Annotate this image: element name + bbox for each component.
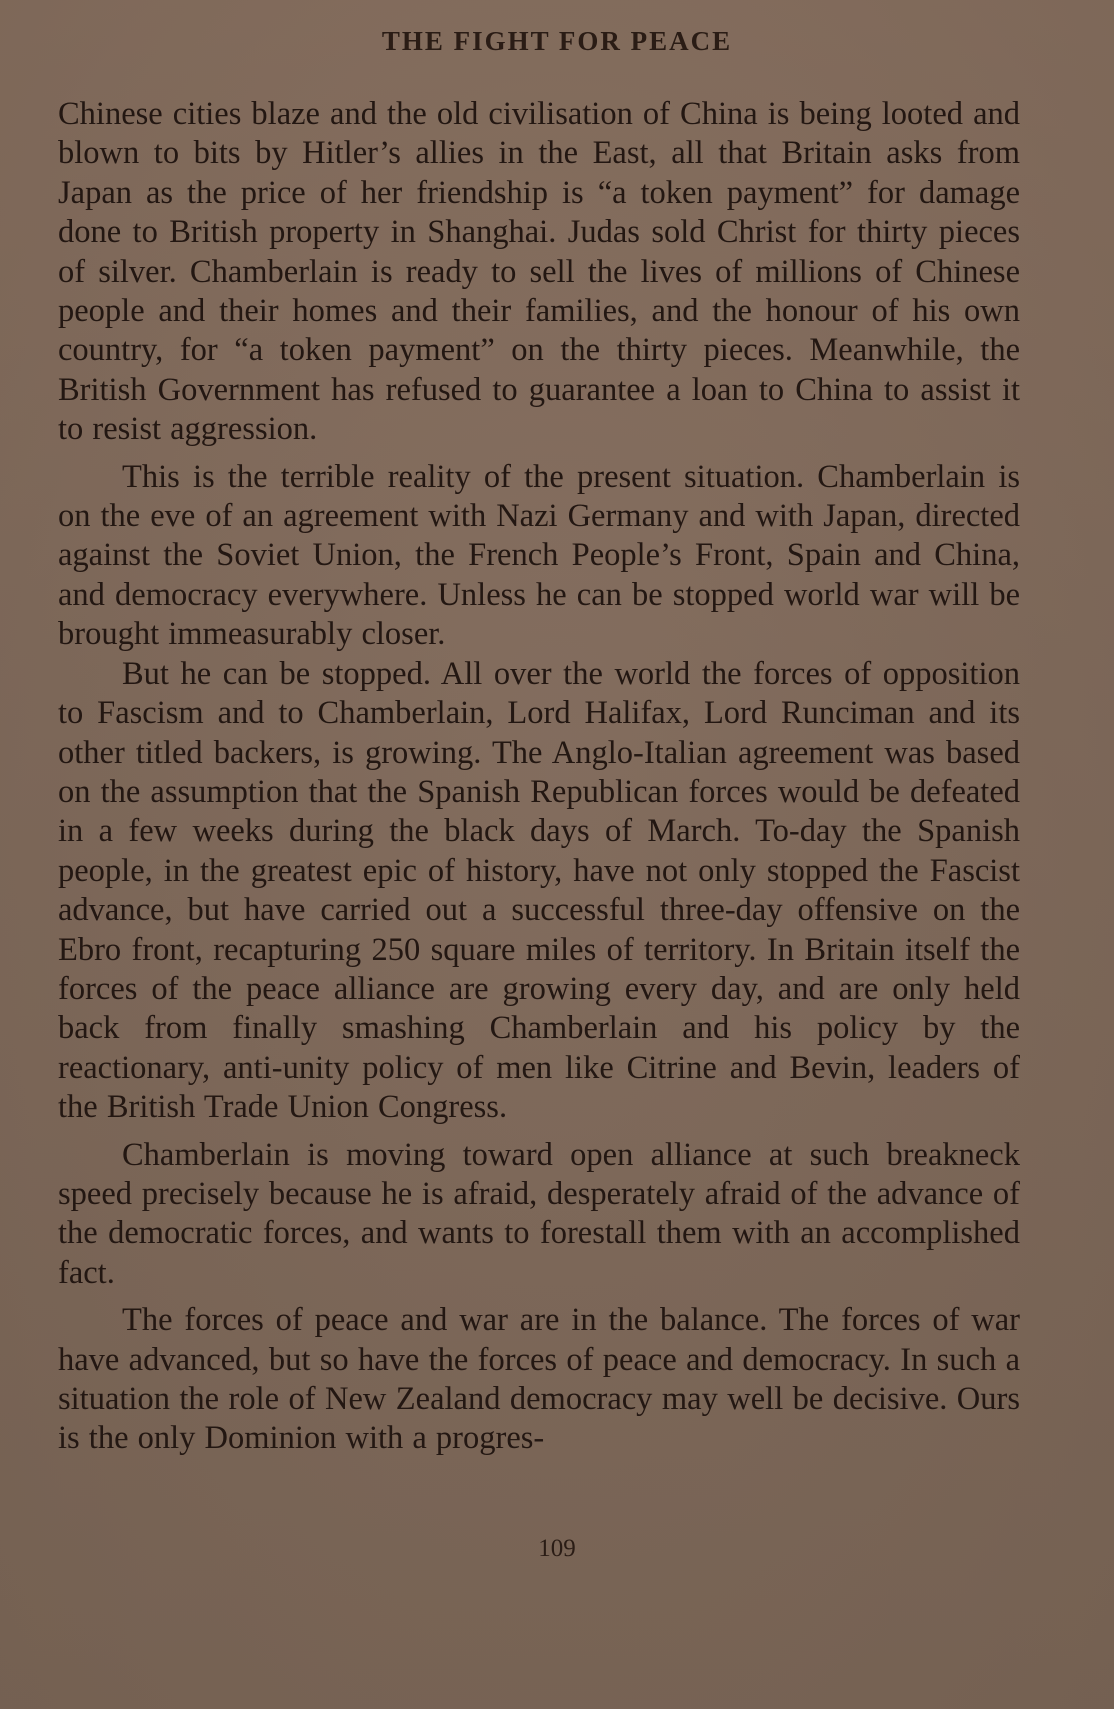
body-text [58,95,1020,1459]
paragraph-5: The forces of peace and war are in the balance. The forces of war have advanced, but so have the forces of peace and democracy. In such a situation the role of New Zealand democracy may well be decisive. Ours is the only Dominion with a progres- [58,1302,1020,1457]
running-title: THE FIGHT FOR PEACE [381,26,733,56]
page-number: 109 [538,1535,576,1562]
paragraph-2: This is the terrible reality of the present situation. Chamberlain is on the eve of an agreement with Nazi Germany and with Japan, directed against the Soviet Union, the French People’s Front, Spain and China, and democracy everywhere. Unless he can be stopped world war will be brought immeasurably closer. [58,458,1020,653]
paragraph-3: But he can be stopped. All over the world the forces of opposition to Fascism and to Chamberlain, Lord Halifax, Lord Runciman and its other titled backers, is growing. The Anglo-Italian agreement was based on the assumption that the Spanish Republican forces would be defeated in a few weeks during the black days of March. To-day the Spanish people, in the greatest epic of history, have not only stopped the Fascist advance, but have carried out a successful three-day offensive on the Ebro front, recapturing 250 square miles of territory. In Britain itself the forces of the peace alliance are growing every day, and are only held back from finally smashing Chamberlain and his policy by the reactionary, anti-unity policy of men like Citrine and Bevin, leaders of the British Trade Union Congress. [58,655,1020,1126]
paragraph-1: Chinese cities blaze and the old civilisation of China is being looted and blown to bits by Hitler’s allies in the East, all that Britain asks from Japan as the price of her friendship is “a token payment” for damage done to British property in Shanghai. Judas sold Christ for thirty pieces of silver. Chamberlain is ready to sell the lives of millions of Chinese people and their homes and their families, and the honour of his own country, for “a token payment” on the thirty pieces. Meanwhile, the British Government has refused to guarantee a loan to China to assist it to resist aggression. [58,96,1020,448]
paragraph-4: Chamberlain is moving toward open alliance at such breakneck speed precisely because he is afraid, desperately afraid of the advance of the democratic forces, and wants to forestall them with an accomplished fact. [58,1136,1020,1291]
